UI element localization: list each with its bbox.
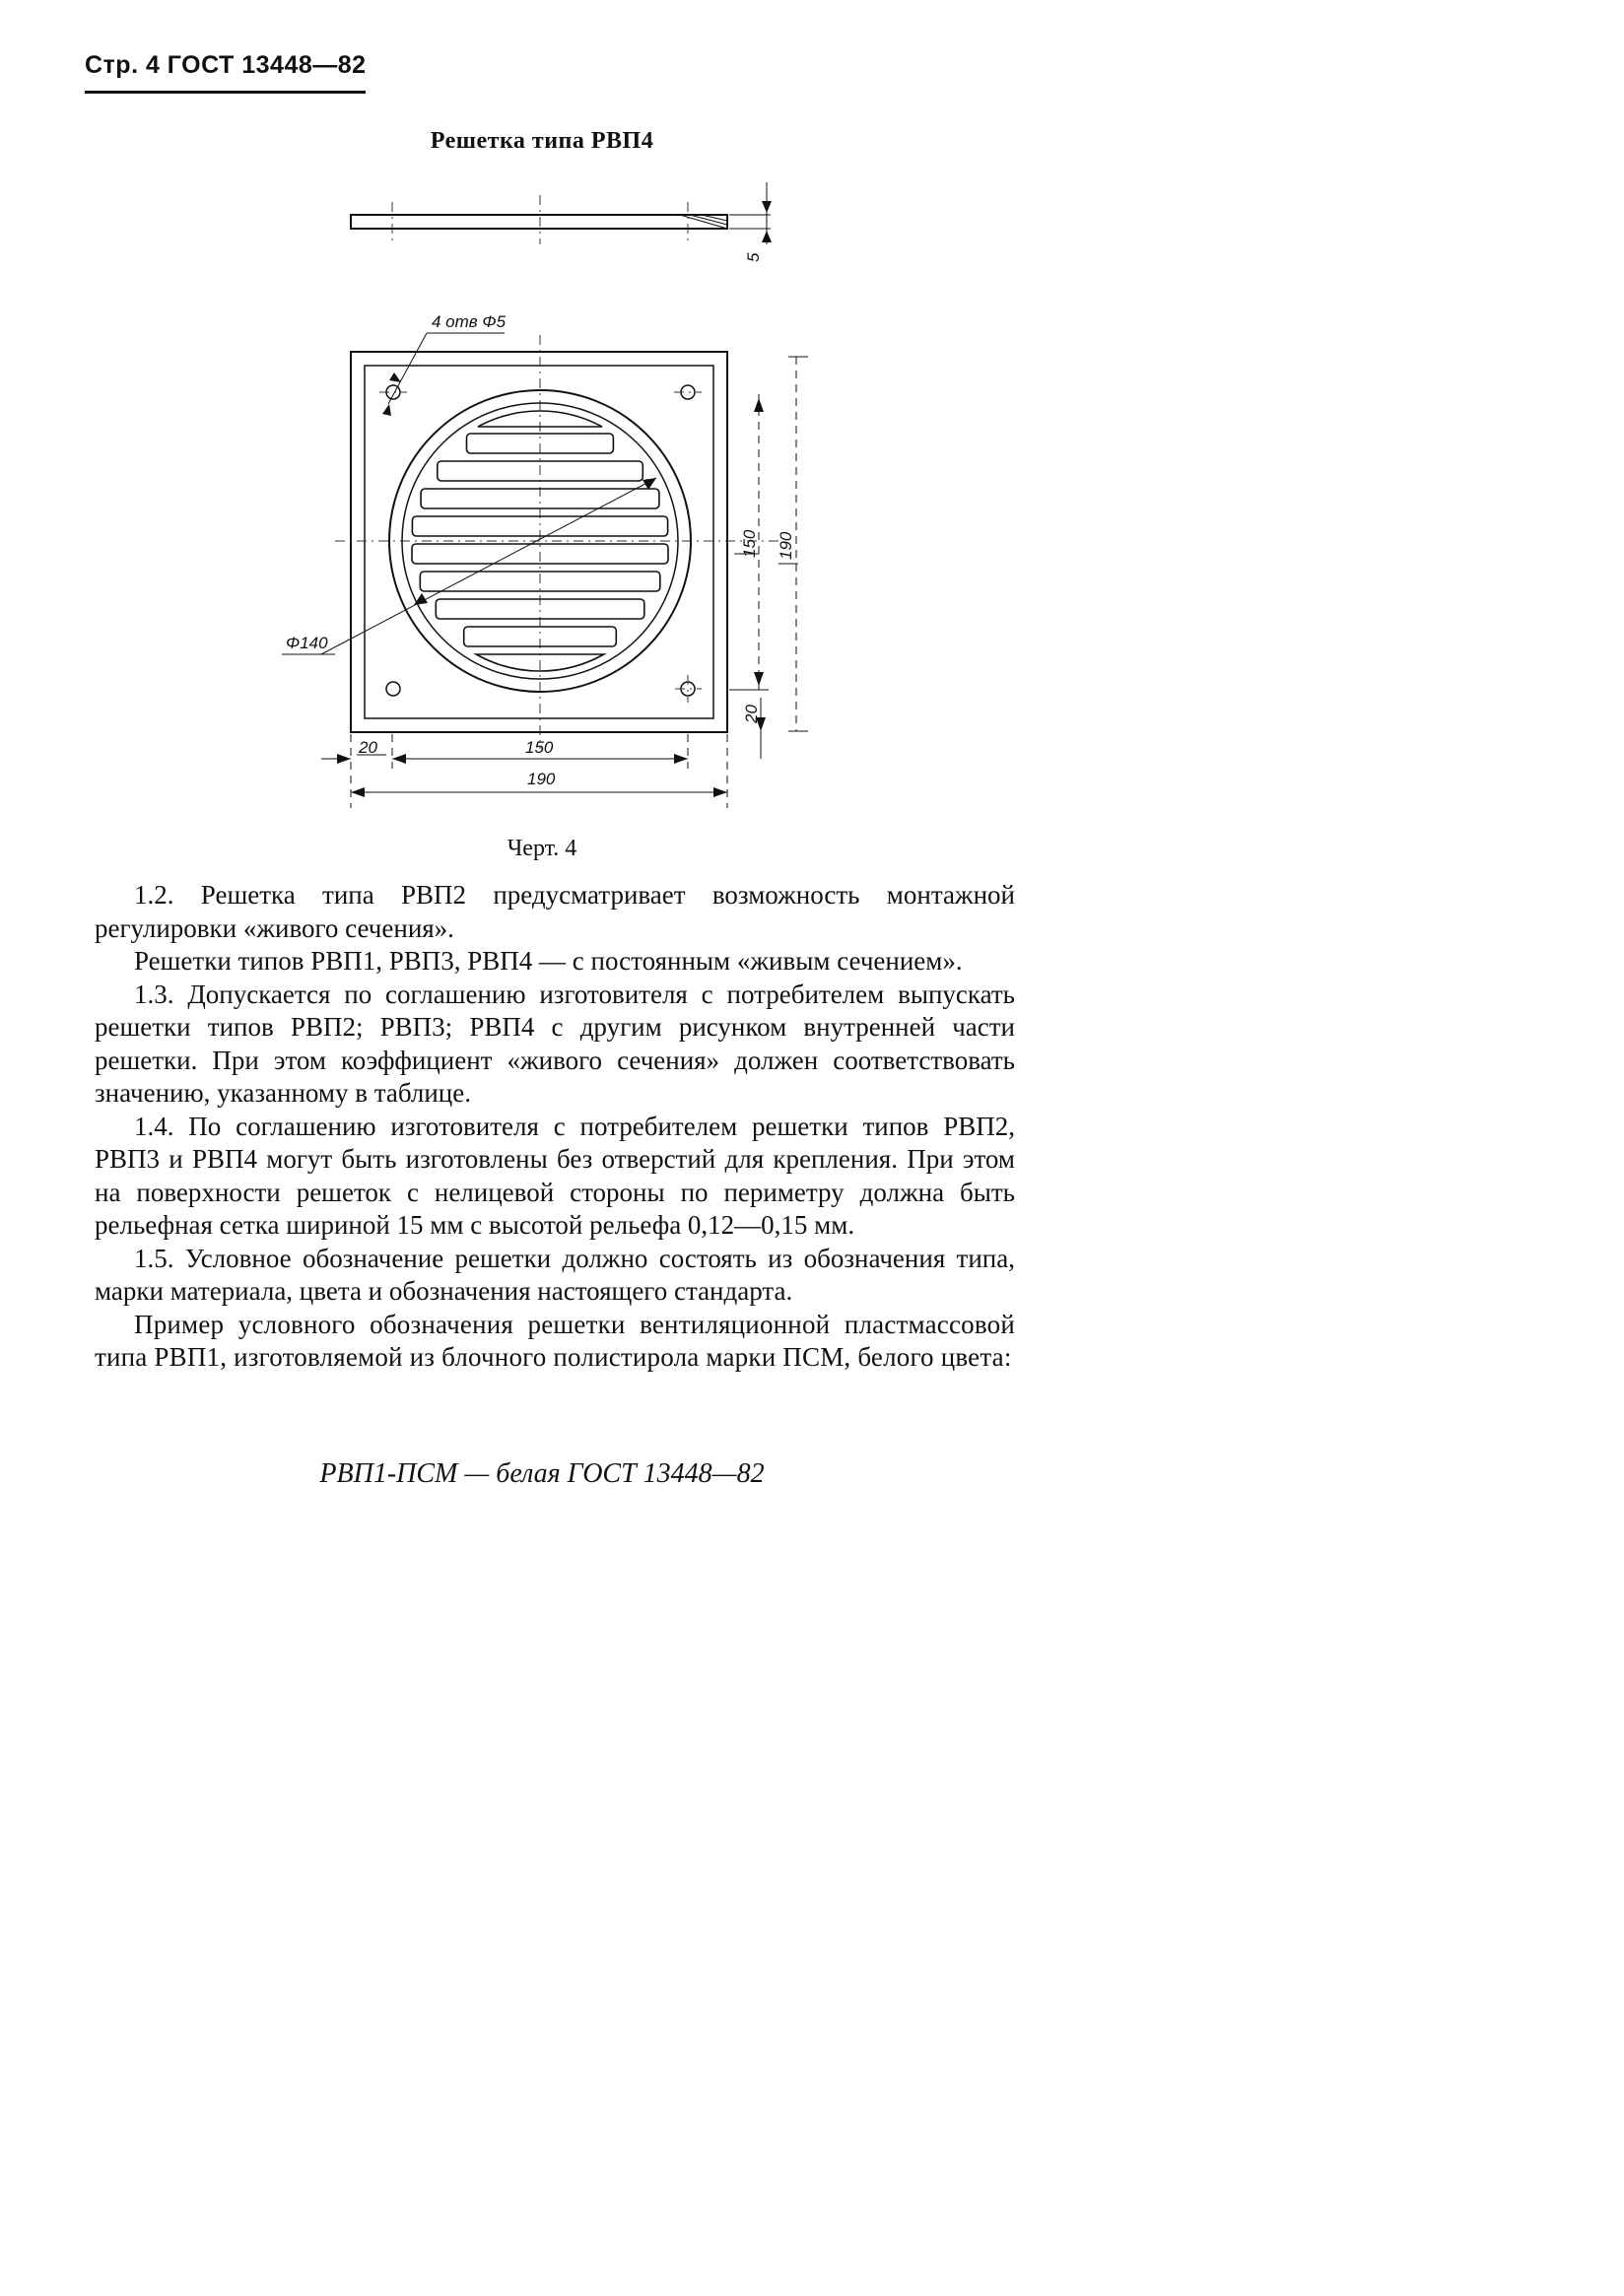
front-view (282, 312, 808, 808)
paragraph-rvp-types: Решетки типов РВП1, РВП3, РВП4 — с постоянным «живым сечением». (134, 946, 963, 976)
dim-diameter: Φ140 (286, 634, 328, 652)
dim-holes: 4 отв Φ5 (432, 312, 507, 331)
dim-v150: 150 (740, 529, 759, 558)
dim-h150: 150 (525, 738, 554, 757)
mount-hole (386, 682, 400, 696)
example-designation: РВП1-ПСМ — белая ГОСТ 13448—82 (319, 1458, 765, 1489)
page-header: Стр. 4 ГОСТ 13448—82 (85, 51, 367, 79)
dim-v190: 190 (777, 531, 795, 560)
header-rule (85, 91, 366, 94)
figure-title: Решетка типа РВП4 (430, 128, 654, 154)
dim-h20: 20 (359, 738, 377, 757)
paragraph-example-intro: Пример условного обозначения решетки вентиляционной пластмассовой типа РВП1, изготовляемой из блочного полистирола марки ПСМ, белого цвета: (95, 1309, 1015, 1372)
dim-thickness: 5 (744, 252, 763, 262)
paragraph-1-5: 1.5. Условное обозначение решетки должно состоять из обозначения типа, марки материала, цвета и обозначения настоящего стандарта. (95, 1243, 1015, 1306)
paragraph-1-3: 1.3. Допускается по соглашению изготовителя с потребителем выпускать решетки типов РВП2; РВП3; РВП4 с другим рисунком внутренней части решетки. При этом коэффициент «живого сечения» должен соответствовать значению, указанному в таблице. (95, 979, 1015, 1108)
body-text (95, 879, 1015, 1375)
paragraph-1-4: 1.4. По соглашению изготовителя с потребителем решетки типов РВП2, РВП3 и РВП4 могут быть изготовлены без отверстий для крепления. При этом на поверхности решеток с нелицевой стороны по периметру должна быть рельефная сетка шириной 15 мм с высотой рельефа 0,12—0,15 мм. (95, 1111, 1015, 1240)
figure-caption: Черт. 4 (507, 836, 577, 861)
dim-h190: 190 (527, 770, 556, 788)
technical-drawing (0, 168, 1084, 828)
dim-v20: 20 (742, 705, 761, 723)
paragraph-1-2: 1.2. Решетка типа РВП2 предусматривает возможность монтажной регулировки «живого сечения». (95, 880, 1015, 943)
side-view (351, 182, 772, 262)
